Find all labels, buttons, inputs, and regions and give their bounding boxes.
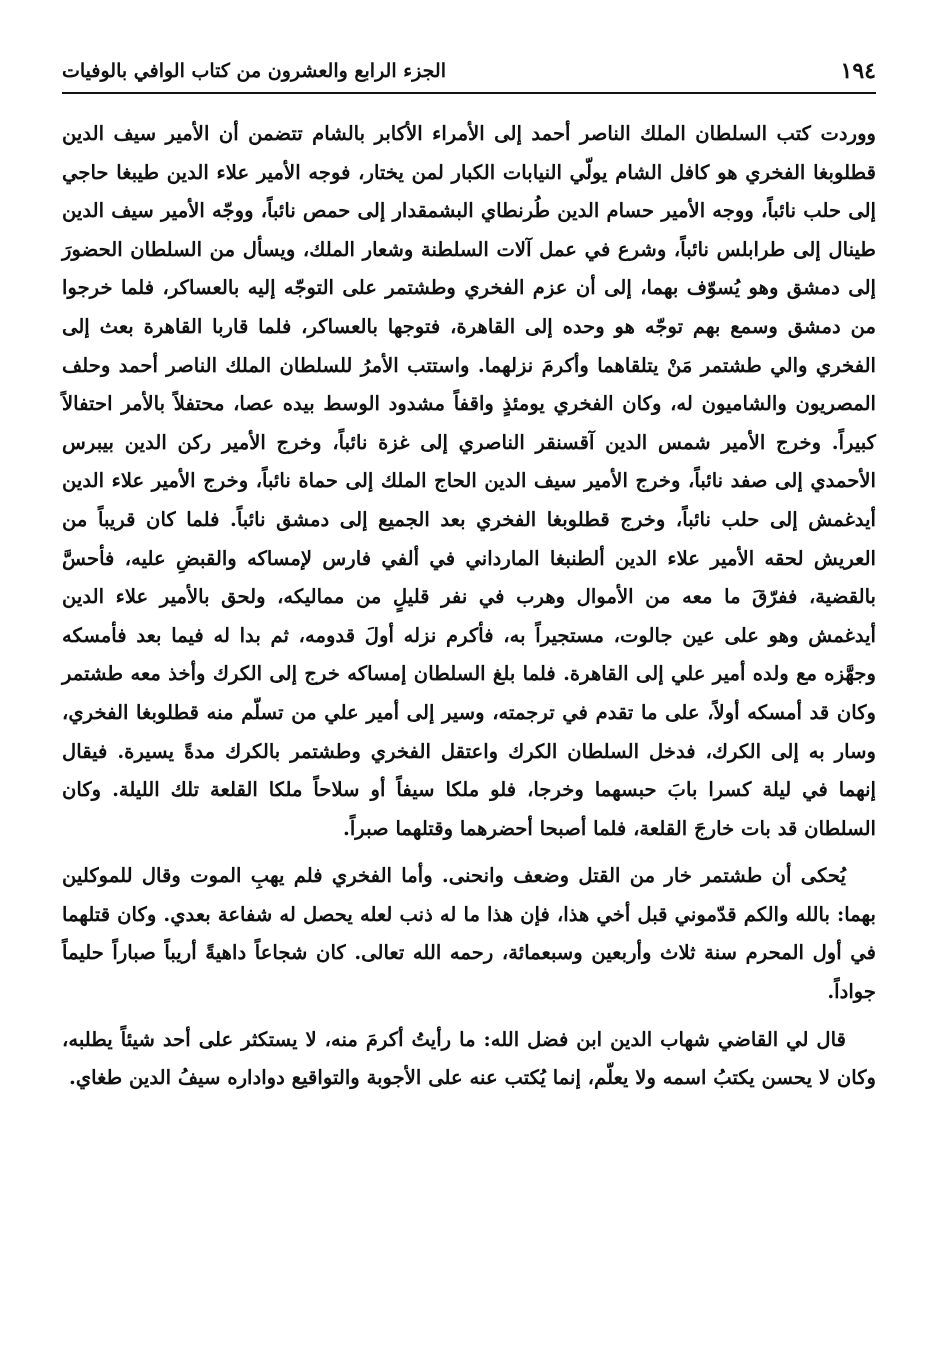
running-title: الجزء الرابع والعشرون من كتاب الوافي بالوفيات bbox=[62, 60, 446, 82]
page-header bbox=[62, 54, 876, 94]
page-number: ١٩٤ bbox=[840, 58, 876, 84]
paragraph: يُحكى أن طشتمر خار من القتل وضعف وانحنى. وأما الفخري فلم يهبِ الموت وقال للموكلين بهما: بالله والكم قدّموني قبل أخي هذا، فإن هذا ما له ذنب لعله يحصل له شفاعة بعدي. وكان قتلهما في أول المحرم سنة ثلاث وأربعين وسبعمائة، رحمه الله تعالى. كان شجاعاً داهيةً أريباً صباراً حليماً جواداً. bbox=[62, 864, 876, 1004]
paragraph: قال لي القاضي شهاب الدين ابن فضل الله: ما رأيتُ أكرمَ منه، لا يستكثر على أحد شيئاً يطلبه، وكان لا يحسن يكتبُ اسمه ولا يعلّم، إنما يُكتب عنه على الأجوبة والتواقيع دواداره سيفُ الدين طغاي. bbox=[62, 1027, 876, 1090]
paragraph: ووردت كتب السلطان الملك الناصر أحمد إلى الأمراء الأكابر بالشام تتضمن أن الأمير سيف الدين قطلوبغا الفخري هو كافل الشام يولّي النيابات الكبار لمن يختار، فوجه الأمير علاء الدين طيبغا حاجي إلى حلب نائباً، ووجه الأمير حسام الدين طُرنطاي البشمقدار إلى حمص نائباً، ووجّه الأمير سيف الدين طينال إلى طرابلس نائباً، وشرع في عمل آلات السلطنة وشعار الملك، ويسأل من السلطان الحضورَ إلى دمشق وهو يُسوّف بهما، إلى أن عزم الفخري وطشتمر على التوجّه إليه بالعساكر، فلما خرجوا من دمشق وسمع بهم توجّه هو وحده إلى القاهرة، فتوجها بالعساكر، فلما قاربا القاهرة بعث إلى الفخري والي طشتمر مَنْ يتلقاهما وأكرمَ نزلهما. واستتب الأمرُ للسلطان الملك الناصر أحمد وحلف المصريون والشاميون له، وكان الفخري يومئذٍ واقفاً مشدود الوسط بيده عصا، محتفلاً بالأمر احتفالاً كبيراً. وخرج الأمير شمس الدين آقسنقر الناصري إلى غزة نائباً، وخرج الأمير ركن الدين بيبرس الأحمدي إلى صفد نائباً، وخرج الأمير سيف الدين الحاج الملك إلى حماة نائباً، وخرج الأمير علاء الدين أيدغمش إلى حلب نائباً، وخرج قطلوبغا الفخري بعد الجميع إلى دمشق نائباً. فلما كان قريباً من العريش لحقه الأمير علاء الدين ألطنبغا المارداني في ألفي فارس لإمساكه والقبضِ عليه، فأحسَّ بالقضية، ففرّقَ ما معه من الأموال وهرب في نفر قليلٍ من مماليكه، ولحق بالأمير علاء الدين أيدغمش وهو على عين جالوت، مستجيراً به، فأكرم نزله أولَ قدومه، ثم بدا له فيما بعد فأمسكه وجهَّزه مع ولده أمير علي إلى القاهرة. فلما بلغ السلطان إمساكه خرج إلى الكرك وأخذ معه طشتمر وكان قد أمسكه أولاً، على ما تقدم في ترجمته، وسير إلى أمير علي من تسلّم منه قطلوبغا الفخري، وسار به إلى الكرك، فدخل السلطان الكرك واعتقل الفخري وطشتمر بالكرك مدةً يسيرة. فيقال إنهما في ليلة كسرا بابَ حبسهما وخرجا، فلو ملكا سيفاً أو سلاحاً ملكا القلعة تلك الليلة. وكان السلطان قد بات خارجَ القلعة، فلما أصبحا أحضرهما وقتلهما صبراً. bbox=[62, 122, 876, 840]
page-body bbox=[62, 115, 876, 1107]
